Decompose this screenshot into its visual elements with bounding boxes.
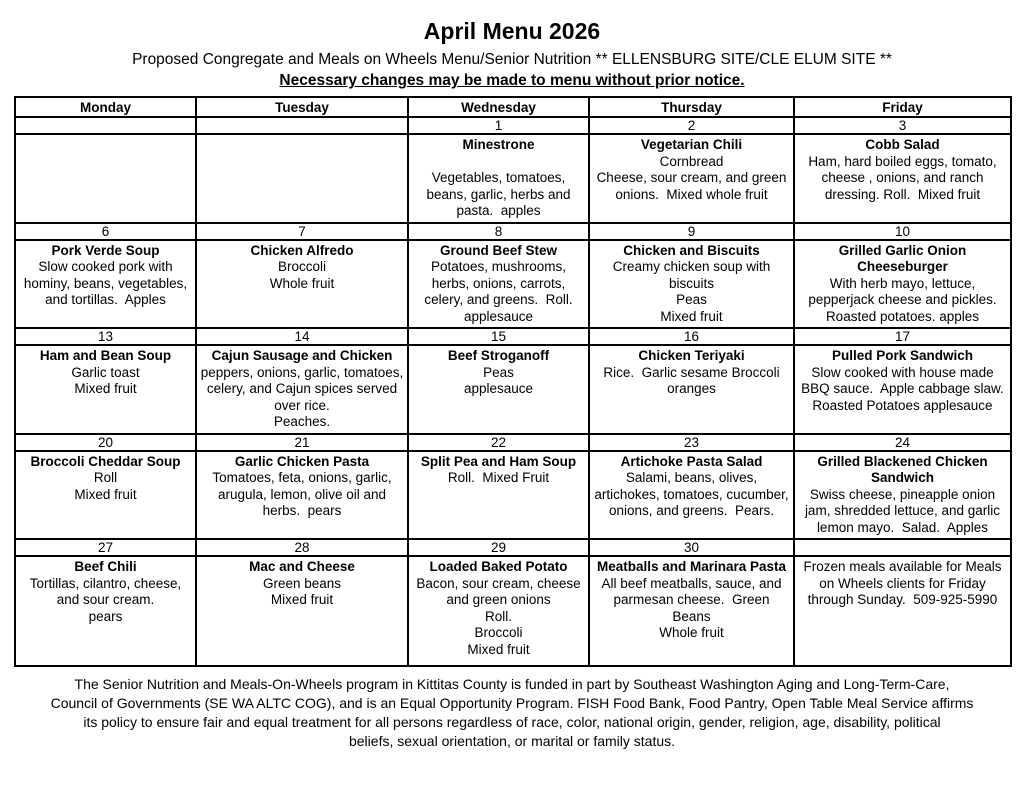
meal-detail-line: Cheese, sour cream, and green onions. Mixed whole fruit [596,170,791,202]
menu-row-week-4 [15,451,1011,540]
date-1: 1 [408,117,589,134]
meal-title: Minestrone [462,137,535,152]
meal-detail-line: Slow cooked pork with hominy, beans, vegetables, and tortillas. Apples [23,259,191,307]
meal-detail-line: Rice. Garlic sesame Broccoli [603,364,780,380]
meal-detail-line: All beef meatballs, sauce, and parmesan cheese. Green Beans [601,575,786,624]
meal-detail-line: Salami, beans, olives, artichokes, tomatoes, cucumber, onions, and greens. Pears. [594,470,793,518]
menu-cell-grilled-blackened-chicken-sandwich [794,451,1011,540]
meal-detail-line: Tortillas, cilantro, cheese, and sour cream. [29,575,186,607]
notice-line: Necessary changes may be made to menu without prior notice. [279,72,745,89]
meal-title: Pork Verde Soup [51,242,160,258]
date-16: 16 [589,328,794,345]
menu-cell-loaded-baked-potato [408,556,589,666]
menu-calendar-table [14,96,1012,667]
date-6: 6 [15,223,196,240]
meal-detail-line: Whole fruit [269,275,335,291]
date-24: 24 [794,434,1011,451]
date-empty [794,539,1011,556]
footer-line: its policy to ensure fair and equal treatment for all persons regardless of race, color, national origin, gender, religion, age, disability, political [83,714,941,730]
meal-title: Pulled Pork Sandwich [831,348,974,363]
meal-detail-line: Garlic toast [71,364,140,380]
meal-title: Chicken Alfredo [250,242,354,258]
menu-cell-ground-beef-stew [408,240,589,329]
meal-detail-line: Potatoes, mushrooms, herbs, onions, carrots, celery, and greens. Roll. applesauce [424,259,581,324]
menu-cell-vegetarian-chili [589,134,794,223]
date-13: 13 [15,328,196,345]
meal-title: Artichoke Pasta Salad [620,453,763,469]
meal-detail-line: Roll. [484,608,512,624]
meal-title: Garlic Chicken Pasta [234,453,370,469]
menu-cell-split-pea-and-ham-soup [408,451,589,540]
menu-cell-mac-and-cheese [196,556,408,666]
meal-detail-line: Mixed fruit [660,308,723,324]
menu-row-week-2 [15,240,1011,329]
date-15: 15 [408,328,589,345]
meal-title: Cobb Salad [865,137,940,152]
meal-detail-line: Bacon, sour cream, cheese and green onions [416,575,585,607]
meal-detail-line: Creamy chicken soup with biscuits [612,259,775,291]
date-row-week-1 [15,117,1011,134]
date-17: 17 [794,328,1011,345]
menu-row-week-1 [15,134,1011,223]
menu-cell-grilled-garlic-onion-cheeseburger [794,240,1011,329]
meal-detail-line: Slow cooked with house made BBQ sauce. Apple cabbage slaw. Roasted Potatoes applesauce [801,364,1008,413]
menu-cell-minestrone [408,134,589,223]
date-empty [15,117,196,134]
meal-title: Ground Beef Stew [439,242,557,258]
meal-title: Beef Chili [74,559,137,574]
meal-detail-line: Broccoli [474,625,523,640]
day-header-monday: Monday [15,97,196,117]
meal-detail-line: With herb mayo, lettuce, pepperjack cheese and pickles. Roasted potatoes. apples [808,275,1001,324]
menu-cell-cobb-salad [794,134,1011,223]
meal-detail-line: Mixed fruit [74,486,137,502]
meal-detail-line: pears [88,608,123,624]
meal-detail-line: Peas [676,292,707,307]
meal-detail-line: Mixed fruit [467,641,530,657]
date-14: 14 [196,328,408,345]
menu-cell-broccoli-cheddar-soup [15,451,196,540]
meal-detail-line: Swiss cheese, pineapple onion jam, shredded lettuce, and garlic lemon mayo. Salad. Apples [804,486,1004,535]
menu-row-week-3 [15,345,1011,434]
menu-cell-pork-verde-soup [15,240,196,329]
meal-detail-line: peppers, onions, garlic, tomatoes, celery, and Cajun spices served over rice. [200,364,408,413]
footer-line: Council of Governments (SE WA ALTC COG), and is an Equal Opportunity Program. FISH Food Bank, Food Pantry, Open Table Meal Service affirms [50,695,974,711]
meal-title: Chicken and Biscuits [623,242,760,258]
day-header-row [15,97,1011,117]
day-header-friday: Friday [794,97,1011,117]
page-header [14,18,1010,90]
date-8: 8 [408,223,589,240]
meal-detail-line: Broccoli [277,259,326,274]
footer-line: beliefs, sexual orientation, or marital or family status. [348,733,676,749]
date-row-week-4 [15,434,1011,451]
menu-row-week-5 [15,556,1011,666]
date-20: 20 [15,434,196,451]
meal-title: Beef Stroganoff [447,348,550,363]
meal-detail-line: applesauce [463,381,534,396]
meal-title: Mac and Cheese [249,559,355,574]
day-header-wednesday: Wednesday [408,97,589,117]
meal-title: Vegetarian Chili [640,137,743,152]
date-3: 3 [794,117,1011,134]
date-7: 7 [196,223,408,240]
date-9: 9 [589,223,794,240]
meal-detail-line: Mixed fruit [74,381,137,396]
meal-title: Split Pea and Ham Soup [420,453,577,469]
meal-title: Meatballs and Marinara Pasta [596,559,787,574]
menu-cell-beef-stroganoff [408,345,589,434]
menu-cell-empty [196,134,408,223]
day-header-tuesday: Tuesday [196,97,408,117]
meal-detail-line: Peas [483,364,514,380]
menu-cell-artichoke-pasta-salad [589,451,794,540]
menu-cell-beef-chili [15,556,196,666]
date-28: 28 [196,539,408,556]
date-23: 23 [589,434,794,451]
meal-detail-line: Frozen meals available for Meals on Wheels clients for Friday through Sunday. 509-925-5990 [803,559,1006,607]
meal-title: Grilled Blackened Chicken Sandwich [817,453,988,485]
meal-title: Ham and Bean Soup [39,348,172,363]
meal-detail-line: Whole fruit [659,625,724,640]
date-row-week-2 [15,223,1011,240]
meal-detail-line: oranges [667,381,716,396]
meal-detail-line [412,154,585,171]
menu-cell-cajun-sausage-and-chicken [196,345,408,434]
date-10: 10 [794,223,1011,240]
meal-title: Cajun Sausage and Chicken [211,348,393,363]
meal-title: Grilled Garlic Onion Cheeseburger [838,242,967,274]
date-29: 29 [408,539,589,556]
menu-cell-meatballs-and-marinara-pasta [589,556,794,666]
meal-detail-line: Cornbread [659,153,724,169]
page-title: April Menu 2026 [423,18,601,44]
date-22: 22 [408,434,589,451]
date-2: 2 [589,117,794,134]
menu-cell-chicken-and-biscuits [589,240,794,329]
date-row-week-3 [15,328,1011,345]
meal-title: Chicken Teriyaki [638,348,745,363]
meal-detail-line: Tomatoes, feta, onions, garlic, arugula, lemon, olive oil and herbs. pears [212,470,396,518]
date-27: 27 [15,539,196,556]
meal-title: Broccoli Cheddar Soup [30,453,181,469]
menu-cell-empty [794,556,1011,666]
menu-cell-ham-and-bean-soup [15,345,196,434]
menu-cell-chicken-teriyaki [589,345,794,434]
menu-cell-empty [15,134,196,223]
date-row-week-5 [15,539,1011,556]
meal-detail-line: Peaches. [273,414,331,429]
menu-cell-chicken-alfredo [196,240,408,329]
page-subtitle: Proposed Congregate and Meals on Wheels Menu/Senior Nutrition ** ELLENSBURG SITE/CLE ELUM SITE ** [132,51,892,68]
meal-detail-line: Ham, hard boiled eggs, tomato, cheese , onions, and ranch dressing. Roll. Mixed fruit [808,153,1001,202]
date-empty [196,117,408,134]
meal-detail-line: Green beans [262,575,342,591]
meal-detail-line: Mixed fruit [270,592,334,607]
date-30: 30 [589,539,794,556]
meal-title: Loaded Baked Potato [429,559,568,574]
meal-detail-line: Vegetables, tomatoes, beans, garlic, herbs and pasta. apples [426,170,575,218]
day-header-thursday: Thursday [589,97,794,117]
footer-disclaimer [14,675,1010,751]
menu-cell-garlic-chicken-pasta [196,451,408,540]
meal-detail-line: Roll. Mixed Fruit [447,470,550,485]
meal-detail-line: Roll [93,470,118,485]
menu-cell-pulled-pork-sandwich [794,345,1011,434]
date-21: 21 [196,434,408,451]
footer-line: The Senior Nutrition and Meals-On-Wheels program in Kittitas County is funded in part by Southeast Washington Aging and Long-Term-Care, [74,676,950,692]
